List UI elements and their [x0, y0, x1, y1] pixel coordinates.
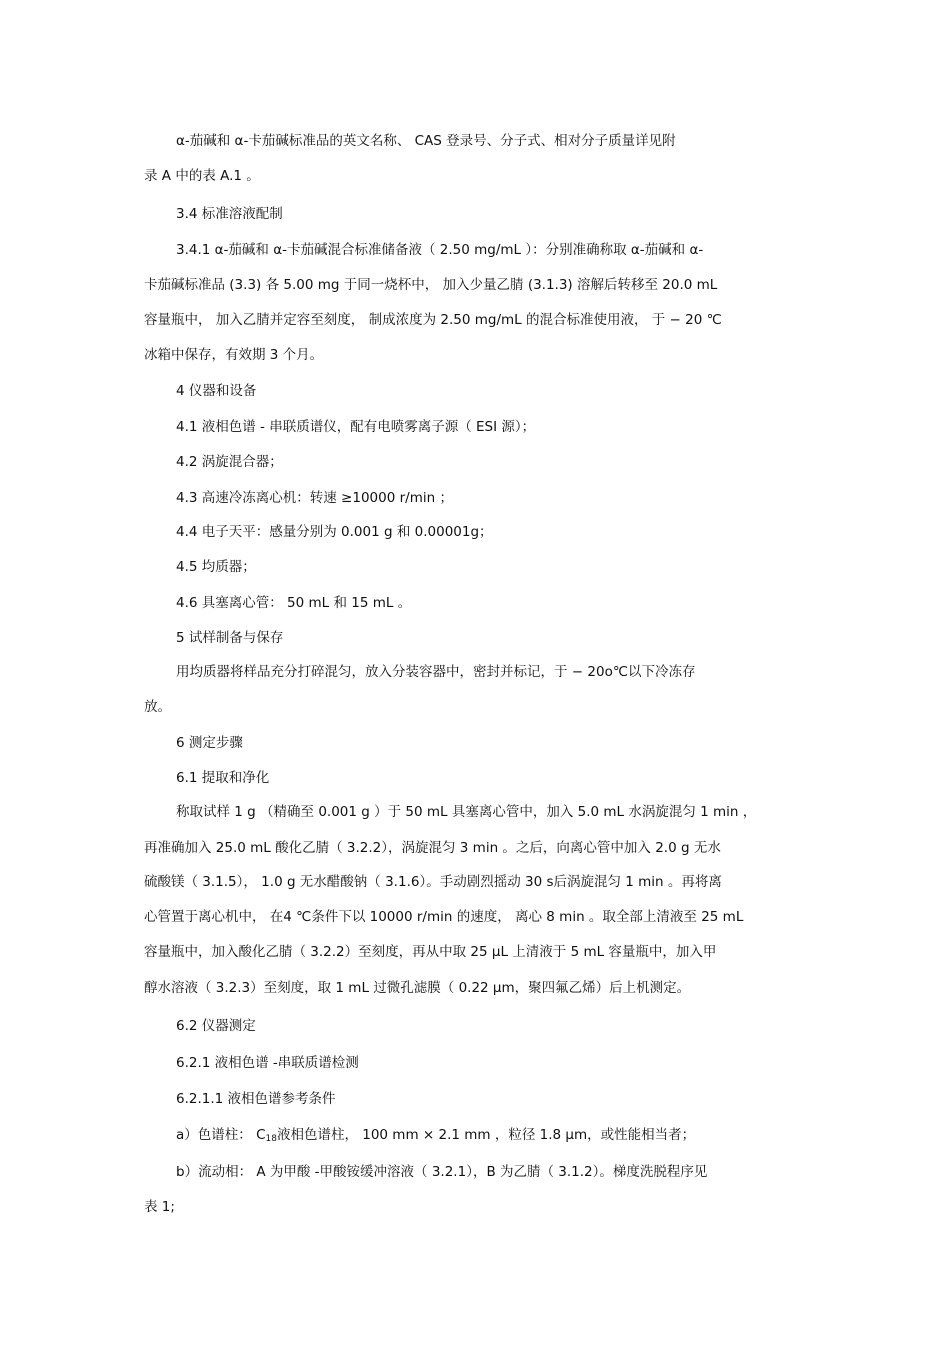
paragraph-line: 冰箱中保存，有效期 3 个月。 — [144, 347, 324, 363]
list-item: 4.5 均质器； — [176, 559, 256, 575]
paragraph-line: 再准确加入 25.0 mL 酸化乙腈（ 3.2.2），涡旋混匀 3 min 。之后，向离心管中加入 2.0 g 无水 — [144, 840, 721, 856]
paragraph-line: α-茄碱和 α-卡茄碱标准品的英文名称、 CAS 登录号、分子式、相对分子质量详见附 — [176, 133, 676, 149]
subscript: 18 — [265, 1134, 277, 1144]
column-label: a）色谱柱： C — [176, 1127, 266, 1143]
section-heading: 5 试样制备与保存 — [176, 630, 284, 646]
paragraph-line: 录 A 中的表 A.1 。 — [144, 168, 260, 184]
paragraph-line: 容量瓶中， 加入乙腈并定容至刻度， 制成浓度为 2.50 mg/mL 的混合标准使用液， 于 − 20 ℃ — [144, 312, 722, 328]
paragraph-line: 表 1; — [144, 1199, 175, 1215]
list-item: 4.1 液相色谱 - 串联质谱仪，配有电喷雾离子源（ ESI 源）； — [176, 419, 536, 435]
paragraph-line: 卡茄碱标准品 (3.3) 各 5.00 mg 于同一烧杯中， 加入少量乙腈 (3.1.3) 溶解后转移至 20.0 mL — [144, 277, 718, 293]
list-item: 4.4 电子天平：感量分别为 0.001 g 和 0.00001g； — [176, 524, 493, 540]
paragraph-line: 用均质器将样品充分打碎混匀，放入分装容器中，密封并标记，于 − 20o℃以下冷冻存 — [176, 664, 696, 680]
section-heading: 6.2 仪器测定 — [176, 1018, 256, 1034]
section-heading: 6.2.1 液相色谱 -串联质谱检测 — [176, 1055, 359, 1071]
section-heading: 3.4 标准溶液配制 — [176, 206, 283, 222]
paragraph-line: 容量瓶中，加入酸化乙腈（ 3.2.2）至刻度，再从中取 25 μL 上清液于 5 mL 容量瓶中，加入甲 — [144, 944, 717, 960]
list-item-mobile-phase: b）流动相： A 为甲酸 -甲酸铵缓冲溶液（ 3.2.1），B 为乙腈（ 3.1.2）。梯度洗脱程序见 — [176, 1164, 708, 1180]
paragraph-line: 放。 — [144, 699, 171, 715]
section-heading: 6 测定步骤 — [176, 735, 243, 751]
column-description: 液相色谱柱， 100 mm × 2.1 mm ，粒径 1.8 μm，或性能相当者； — [276, 1127, 696, 1143]
list-item: 4.2 涡旋混合器； — [176, 454, 283, 470]
section-heading: 4 仪器和设备 — [176, 383, 257, 399]
paragraph-line: 醇水溶液（ 3.2.3）至刻度，取 1 mL 过微孔滤膜（ 0.22 μm，聚四氟乙烯）后上机测定。 — [144, 980, 691, 996]
section-heading: 6.1 提取和净化 — [176, 770, 270, 786]
paragraph-line: 硫酸镁（ 3.1.5）， 1.0 g 无水醋酸钠（ 3.1.6）。手动剧烈摇动 30 s后涡旋混匀 1 min 。再将离 — [144, 874, 722, 890]
list-item-column — [176, 1125, 808, 1149]
paragraph-line: 心管置于离心机中， 在4 ℃条件下以 10000 r/min 的速度， 离心 8 min 。取全部上清液至 25 mL — [144, 909, 744, 925]
paragraph-line: 3.4.1 α-茄碱和 α-卡茄碱混合标准储备液（ 2.50 mg/mL ）：分别准确称取 α-茄碱和 α- — [176, 242, 704, 258]
paragraph-line: 称取试样 1 g （精确至 0.001 g ）于 50 mL 具塞离心管中，加入 5.0 mL 水涡旋混匀 1 min ， — [176, 804, 757, 820]
list-item: 4.6 具塞离心管： 50 mL 和 15 mL 。 — [176, 595, 412, 611]
list-item: 4.3 高速冷冻离心机：转速 ≥10000 r/min ； — [176, 490, 453, 506]
section-heading: 6.2.1.1 液相色谱参考条件 — [176, 1091, 336, 1107]
